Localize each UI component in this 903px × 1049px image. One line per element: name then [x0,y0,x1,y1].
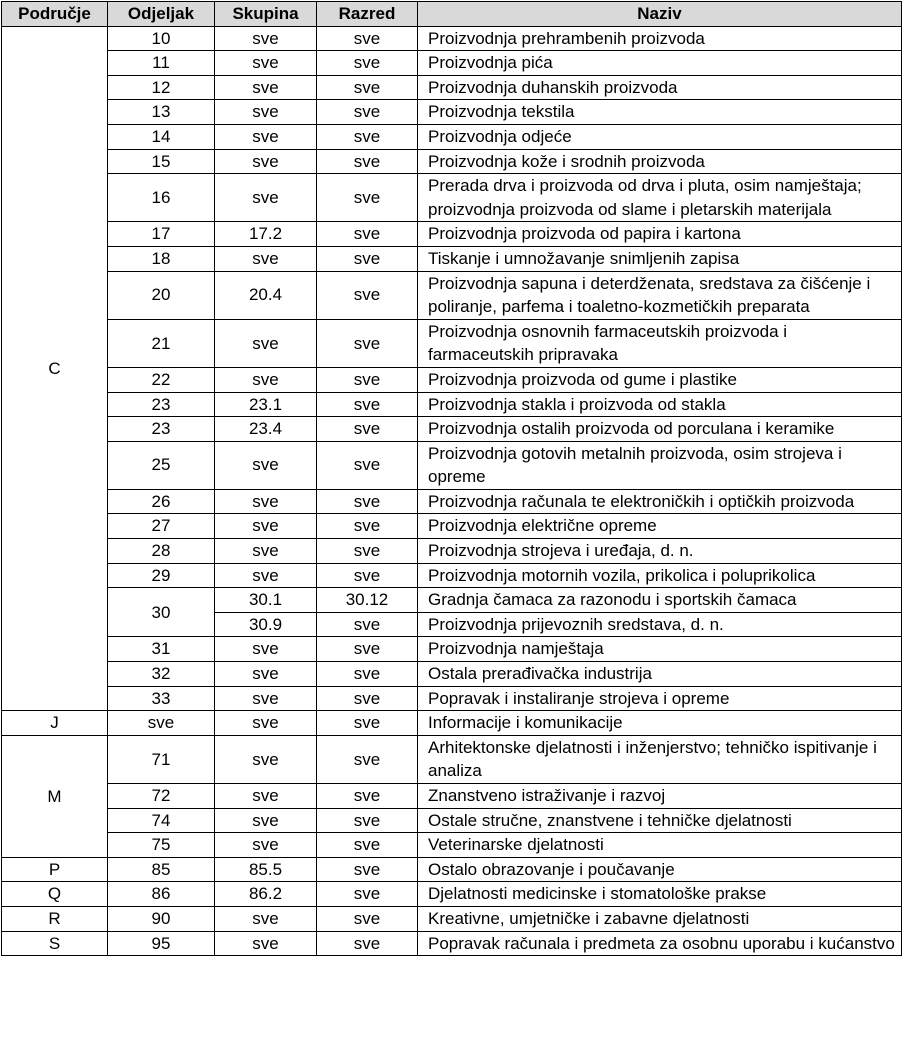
table-row [2,784,902,809]
table-row [2,588,902,613]
razred-cell: sve [317,857,418,882]
skupina-cell: sve [215,808,317,833]
skupina-cell: sve [215,514,317,539]
naziv-cell: Proizvodnja odjeće [418,124,902,149]
razred-cell: sve [317,124,418,149]
table-row [2,319,902,367]
odjeljak-cell: 31 [108,637,215,662]
odjeljak-cell: 20 [108,271,215,319]
table-row [2,124,902,149]
naziv-cell: Proizvodnja ostalih proizvoda od porculana i keramike [418,417,902,442]
header-odjeljak: Odjeljak [108,2,215,27]
odjeljak-cell: 13 [108,100,215,125]
skupina-cell: 20.4 [215,271,317,319]
skupina-cell: sve [215,563,317,588]
odjeljak-cell: 29 [108,563,215,588]
naziv-cell: Kreativne, umjetničke i zabavne djelatnosti [418,906,902,931]
razred-cell: sve [317,367,418,392]
odjeljak-cell: 33 [108,686,215,711]
odjeljak-cell: 28 [108,539,215,564]
naziv-cell: Ostale stručne, znanstvene i tehničke djelatnosti [418,808,902,833]
odjeljak-cell: 11 [108,51,215,76]
naziv-cell: Gradnja čamaca za razonodu i sportskih čamaca [418,588,902,613]
skupina-cell: sve [215,539,317,564]
table-row [2,222,902,247]
odjeljak-cell: 27 [108,514,215,539]
naziv-cell: Proizvodnja kože i srodnih proizvoda [418,149,902,174]
skupina-cell: sve [215,100,317,125]
table-row [2,906,902,931]
naziv-cell: Prerada drva i proizvoda od drva i pluta, osim namještaja; proizvodnja proizvoda od slame i pletarskih materijala [418,174,902,222]
odjeljak-cell: 23 [108,392,215,417]
table-row [2,735,902,783]
skupina-cell: sve [215,319,317,367]
razred-cell: sve [317,612,418,637]
odjeljak-cell: 72 [108,784,215,809]
razred-cell: sve [317,26,418,51]
odjeljak-cell: 85 [108,857,215,882]
odjeljak-cell: 21 [108,319,215,367]
odjeljak-cell: 14 [108,124,215,149]
skupina-cell: 17.2 [215,222,317,247]
naziv-cell: Popravak računala i predmeta za osobnu uporabu i kućanstvo [418,931,902,956]
naziv-cell: Proizvodnja osnovnih farmaceutskih proizvoda i farmaceutskih pripravaka [418,319,902,367]
skupina-cell: sve [215,441,317,489]
razred-cell: sve [317,246,418,271]
razred-cell: sve [317,711,418,736]
naziv-cell: Proizvodnja prehrambenih proizvoda [418,26,902,51]
razred-cell: sve [317,906,418,931]
skupina-cell: sve [215,75,317,100]
razred-cell: sve [317,662,418,687]
odjeljak-cell: 23 [108,417,215,442]
odjeljak-cell: 32 [108,662,215,687]
skupina-cell: 86.2 [215,882,317,907]
odjeljak-cell: 95 [108,931,215,956]
skupina-cell: sve [215,149,317,174]
table-row [2,246,902,271]
table-row [2,808,902,833]
table-row [2,100,902,125]
table-row [2,75,902,100]
podrucje-cell: C [2,26,108,711]
naziv-cell: Djelatnosti medicinske i stomatološke prakse [418,882,902,907]
naziv-cell: Proizvodnja motornih vozila, prikolica i poluprikolica [418,563,902,588]
table-row [2,51,902,76]
podrucje-cell: P [2,857,108,882]
razred-cell: sve [317,784,418,809]
skupina-cell: 30.1 [215,588,317,613]
table-row [2,174,902,222]
razred-cell: sve [317,222,418,247]
header-razred: Razred [317,2,418,27]
table-row [2,271,902,319]
razred-cell: sve [317,75,418,100]
razred-cell: sve [317,931,418,956]
razred-cell: sve [317,735,418,783]
odjeljak-cell: 71 [108,735,215,783]
naziv-cell: Znanstveno istraživanje i razvoj [418,784,902,809]
odjeljak-cell: 30 [108,588,215,637]
skupina-cell: 23.1 [215,392,317,417]
odjeljak-cell: 12 [108,75,215,100]
razred-cell: sve [317,417,418,442]
podrucje-cell: J [2,711,108,736]
skupina-cell: sve [215,906,317,931]
header-skupina: Skupina [215,2,317,27]
razred-cell: sve [317,51,418,76]
skupina-cell: sve [215,637,317,662]
header-podrucje: Područje [2,2,108,27]
odjeljak-cell: 90 [108,906,215,931]
razred-cell: sve [317,808,418,833]
odjeljak-cell: sve [108,711,215,736]
razred-cell: sve [317,686,418,711]
skupina-cell: sve [215,51,317,76]
razred-cell: sve [317,100,418,125]
naziv-cell: Proizvodnja proizvoda od gume i plastike [418,367,902,392]
table-row [2,514,902,539]
skupina-cell: 85.5 [215,857,317,882]
naziv-cell: Proizvodnja gotovih metalnih proizvoda, osim strojeva i opreme [418,441,902,489]
naziv-cell: Proizvodnja duhanskih proizvoda [418,75,902,100]
naziv-cell: Ostala prerađivačka industrija [418,662,902,687]
skupina-cell: 23.4 [215,417,317,442]
skupina-cell: 30.9 [215,612,317,637]
table-row [2,441,902,489]
razred-cell: sve [317,563,418,588]
naziv-cell: Popravak i instaliranje strojeva i opreme [418,686,902,711]
podrucje-cell: Q [2,882,108,907]
podrucje-cell: R [2,906,108,931]
razred-cell: sve [317,174,418,222]
table-row [2,26,902,51]
razred-cell: sve [317,319,418,367]
skupina-cell: sve [215,735,317,783]
skupina-cell: sve [215,662,317,687]
table-row [2,711,902,736]
table-row [2,857,902,882]
skupina-cell: sve [215,784,317,809]
table-row [2,149,902,174]
naziv-cell: Proizvodnja sapuna i deterdženata, sredstava za čišćenje i poliranje, parfema i toaletno-kozmetičkih preparata [418,271,902,319]
skupina-cell: sve [215,246,317,271]
razred-cell: sve [317,539,418,564]
naziv-cell: Proizvodnja strojeva i uređaja, d. n. [418,539,902,564]
odjeljak-cell: 16 [108,174,215,222]
naziv-cell: Proizvodnja proizvoda od papira i kartona [418,222,902,247]
table-row [2,931,902,956]
skupina-cell: sve [215,26,317,51]
naziv-cell: Proizvodnja računala te elektroničkih i optičkih proizvoda [418,489,902,514]
razred-cell: 30.12 [317,588,418,613]
odjeljak-cell: 26 [108,489,215,514]
skupina-cell: sve [215,124,317,149]
activity-classification-table [1,1,902,956]
naziv-cell: Ostalo obrazovanje i poučavanje [418,857,902,882]
razred-cell: sve [317,882,418,907]
odjeljak-cell: 10 [108,26,215,51]
naziv-cell: Proizvodnja pića [418,51,902,76]
table-row [2,392,902,417]
naziv-cell: Proizvodnja prijevoznih sredstava, d. n. [418,612,902,637]
odjeljak-cell: 25 [108,441,215,489]
odjeljak-cell: 74 [108,808,215,833]
naziv-cell: Arhitektonske djelatnosti i inženjerstvo; tehničko ispitivanje i analiza [418,735,902,783]
podrucje-cell: M [2,735,108,857]
table-row [2,417,902,442]
razred-cell: sve [317,489,418,514]
razred-cell: sve [317,441,418,489]
naziv-cell: Tiskanje i umnožavanje snimljenih zapisa [418,246,902,271]
header-naziv: Naziv [418,2,902,27]
skupina-cell: sve [215,711,317,736]
skupina-cell: sve [215,367,317,392]
skupina-cell: sve [215,174,317,222]
odjeljak-cell: 86 [108,882,215,907]
razred-cell: sve [317,149,418,174]
naziv-cell: Proizvodnja tekstila [418,100,902,125]
naziv-cell: Informacije i komunikacije [418,711,902,736]
naziv-cell: Proizvodnja stakla i proizvoda od stakla [418,392,902,417]
naziv-cell: Proizvodnja električne opreme [418,514,902,539]
table-row [2,539,902,564]
skupina-cell: sve [215,686,317,711]
table-row [2,686,902,711]
table-row [2,833,902,858]
table-header-row [2,2,902,27]
table-row [2,637,902,662]
skupina-cell: sve [215,931,317,956]
odjeljak-cell: 18 [108,246,215,271]
odjeljak-cell: 17 [108,222,215,247]
razred-cell: sve [317,833,418,858]
odjeljak-cell: 15 [108,149,215,174]
table-row [2,563,902,588]
razred-cell: sve [317,392,418,417]
table-row [2,367,902,392]
podrucje-cell: S [2,931,108,956]
odjeljak-cell: 75 [108,833,215,858]
table-row [2,662,902,687]
table-row [2,489,902,514]
razred-cell: sve [317,637,418,662]
naziv-cell: Proizvodnja namještaja [418,637,902,662]
skupina-cell: sve [215,833,317,858]
naziv-cell: Veterinarske djelatnosti [418,833,902,858]
skupina-cell: sve [215,489,317,514]
table-row [2,882,902,907]
razred-cell: sve [317,271,418,319]
razred-cell: sve [317,514,418,539]
odjeljak-cell: 22 [108,367,215,392]
